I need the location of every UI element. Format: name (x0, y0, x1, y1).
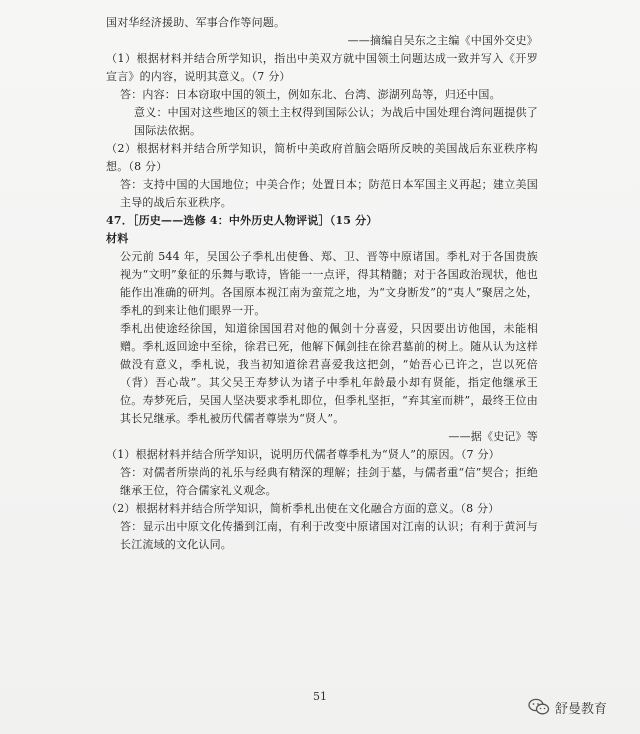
material-heading: 材料 (106, 232, 129, 245)
page-number: 51 (313, 690, 327, 703)
answer-3: 答：对儒者所崇尚的礼乐与经典有精深的理解；挂剑于墓，与儒者重“信”契合；拒绝继承王位，符合儒家礼义观念。 (120, 466, 538, 497)
material-paragraph-2: 季札出使途经徐国，知道徐国国君对他的佩剑十分喜爱，只因要出访他国，未能相赠。季札返回途中至徐，徐君已死，他解下佩剑挂在徐君墓前的树上。随从认为这样做没有意义，季札说，我当初知道徐君喜爱我这把剑，“始吾心已许之，岂以死倍（背）吾心哉”。其父吴王寿梦认为诸子中季札年龄最小却有贤能，指定他继承王位。寿梦死后，吴国人坚决要求季札即位，但季札坚拒，“弃其室而耕”，最终王位由其长兄继承。季札被历代儒者尊崇为“贤人”。 (120, 322, 538, 425)
material-paragraph-1: 公元前 544 年，吴国公子季札出使鲁、郑、卫、晋等中原诸国。季札对于各国贵族视为“文明”象征的乐舞与歌诗，皆能一一点评，得其精髓；对于各国政治现状，他也能作出准确的研判。各国原本视江南为蛮荒之地，为“文身断发”的“夷人”聚居之处，季札的到来让他们眼界一开。 (120, 250, 538, 317)
answer-1-content: 答：内容：日本窃取中国的领土，例如东北、台湾、澎湖列岛等，归还中国。 (120, 88, 501, 101)
wechat-icon (528, 698, 550, 716)
text-line: 国对华经济援助、军事合作等问题。 (106, 16, 286, 29)
source-citation: ——摘编自吴东之主编《中国外交史》 (347, 34, 538, 47)
section-47-heading: 47．［历史——选修 4：中外历史人物评说］（15 分） (106, 214, 378, 227)
answer-1-significance: 意义：中国对这些地区的领土主权得到国际公认；为战后中国处理台湾问题提供了国际法依据。 (134, 106, 538, 137)
question-3: （1）根据材料并结合所学知识，说明历代儒者尊季札为“贤人”的原因。（7 分） (106, 448, 500, 461)
question-1: （1）根据材料并结合所学知识，指出中美双方就中国领土问题达成一致并写入《开罗宣言》的内容，说明其意义。（7 分） (106, 52, 538, 83)
answer-4: 答：显示出中原文化传播到江南，有利于改变中原诸国对江南的认识；有利于黄河与长江流域的文化认同。 (120, 520, 538, 551)
brand-watermark (528, 696, 636, 718)
question-4: （2）根据材料并结合所学知识，简析季札出使在文化融合方面的意义。（8 分） (106, 502, 500, 515)
material-source: ——据《史记》等 (448, 430, 538, 443)
question-2: （2）根据材料并结合所学知识，简析中美政府首脑会晤所反映的美国战后东亚秩序构想。（8 分） (106, 142, 538, 173)
answer-2: 答：支持中国的大国地位；中美合作；处置日本；防范日本军国主义再起；建立美国主导的战后东亚秩序。 (120, 178, 538, 209)
page-content (106, 14, 538, 554)
brand-name: 舒曼教育 (555, 701, 608, 717)
